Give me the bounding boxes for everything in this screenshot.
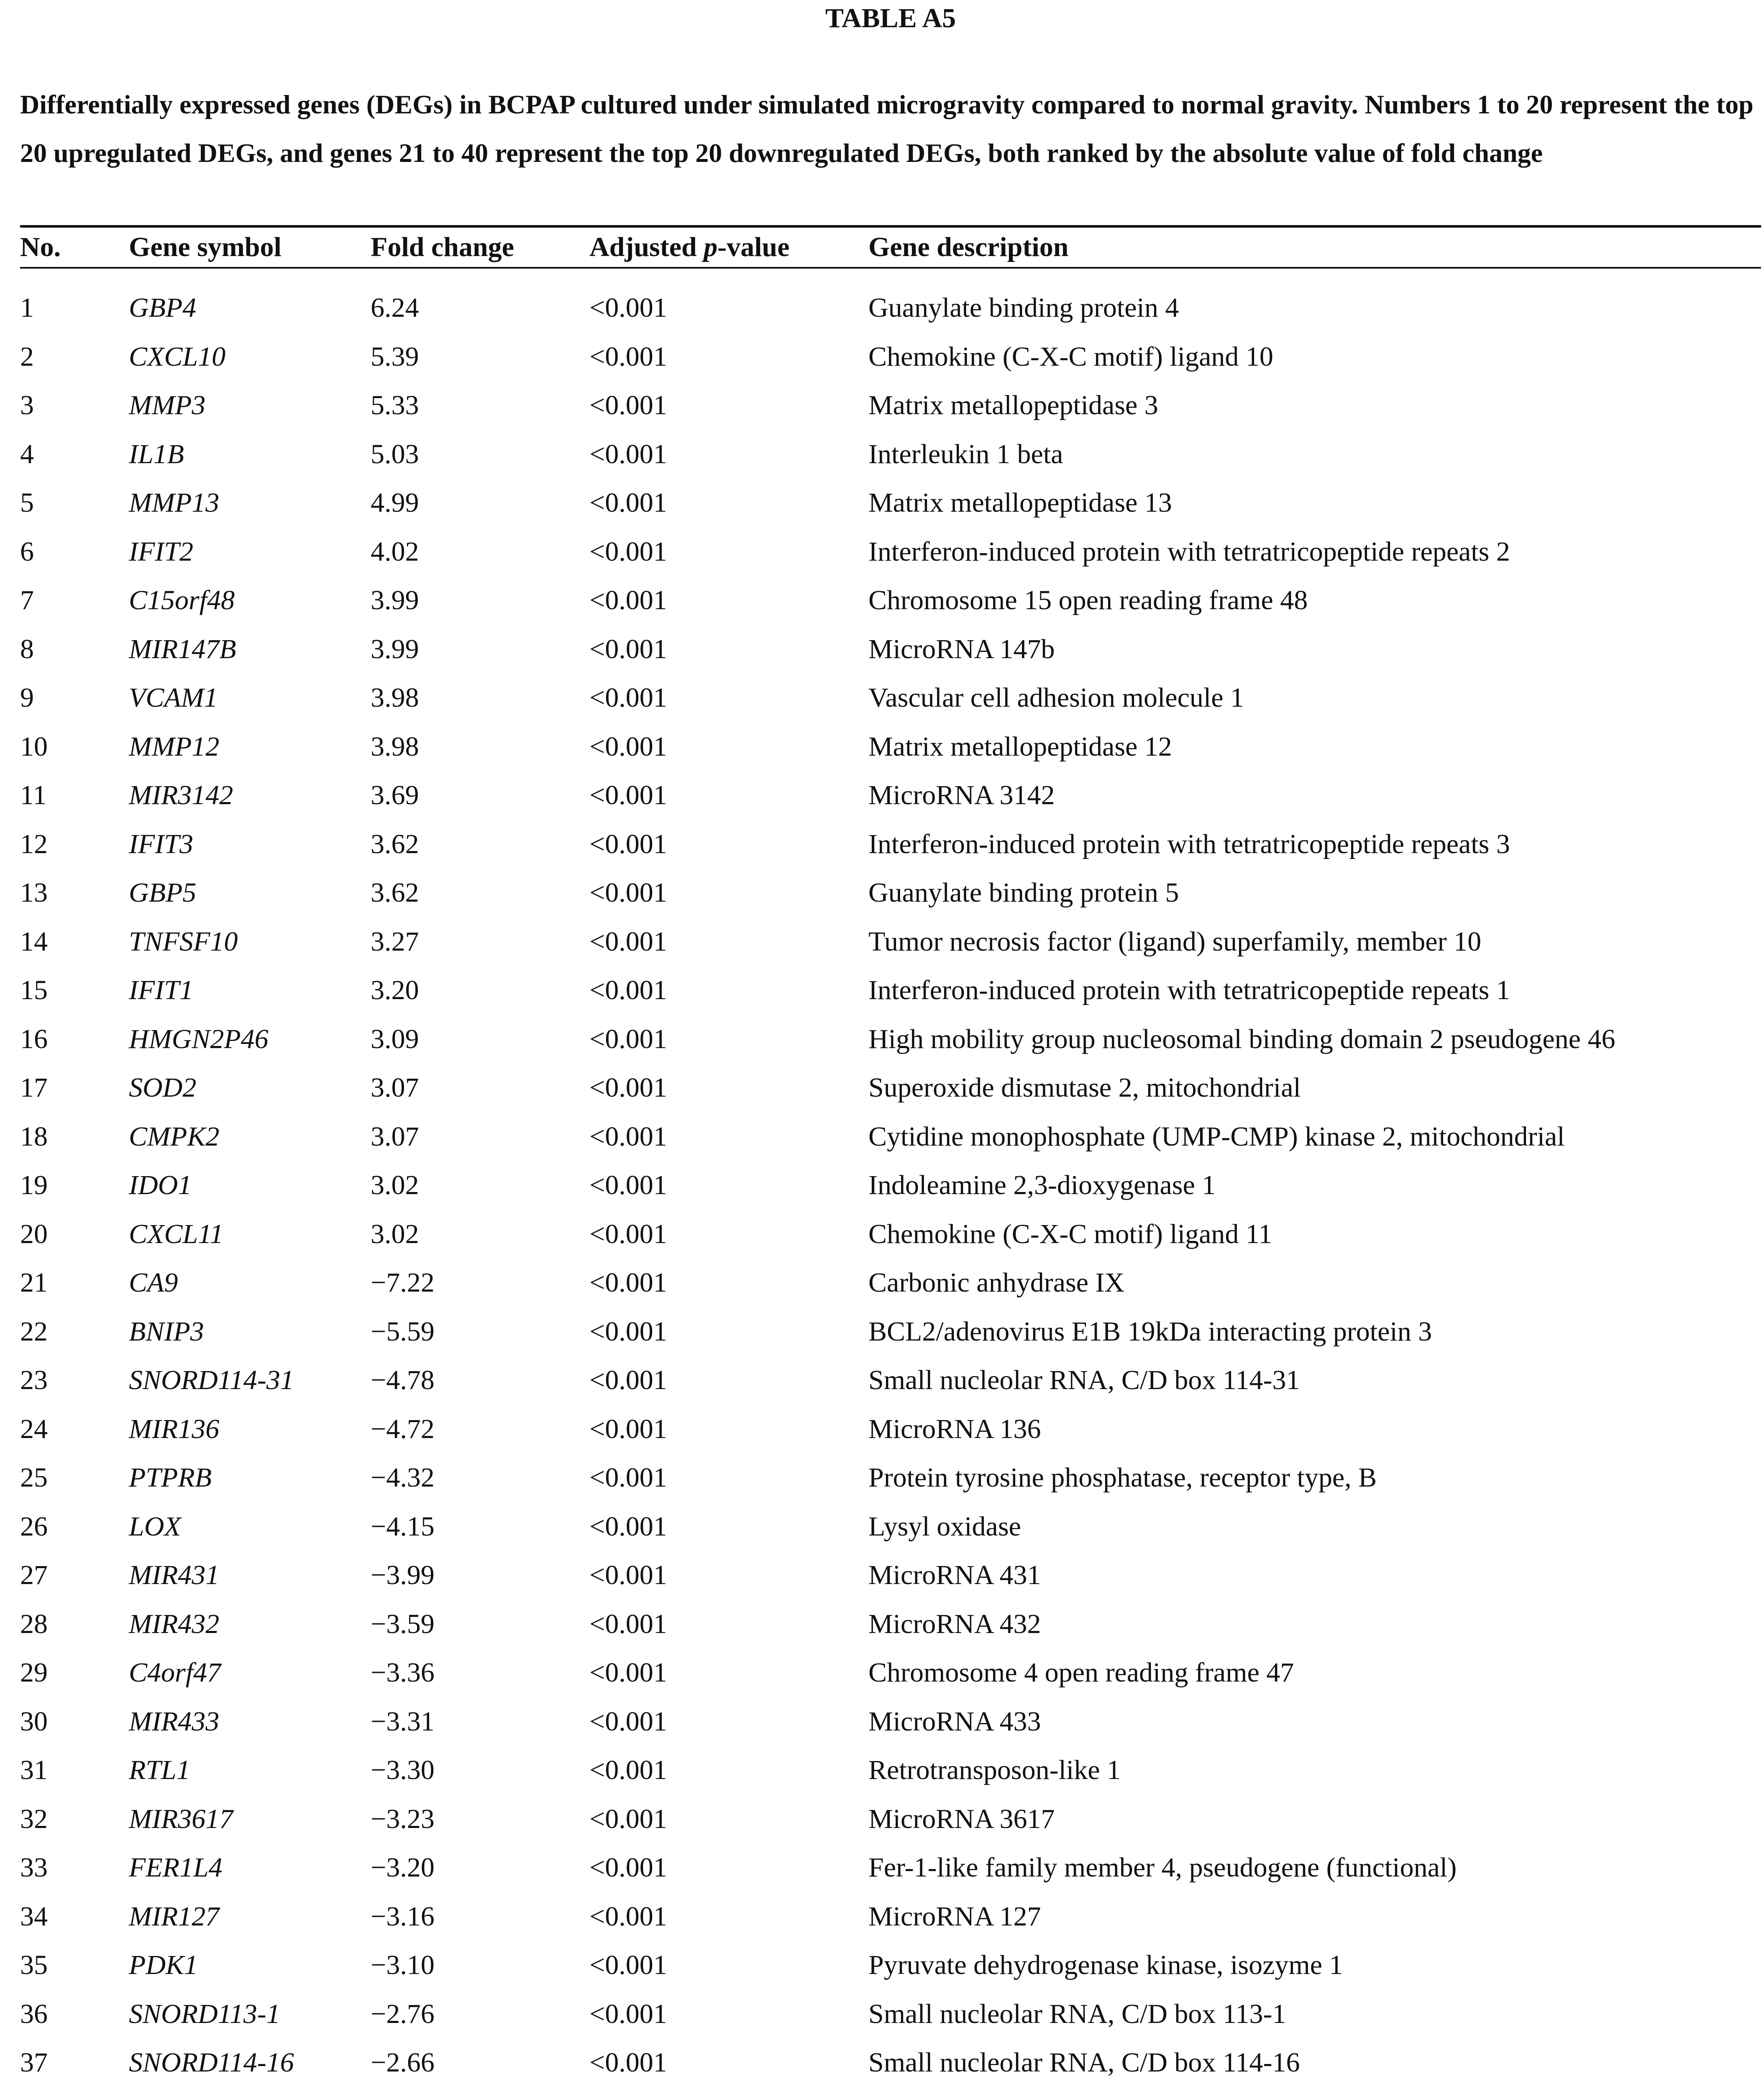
cell-gene-symbol: HMGN2P46: [129, 1023, 269, 1054]
table-row: [20, 1210, 1761, 1259]
cell-no: 17: [20, 1072, 48, 1103]
cell-no: 23: [20, 1365, 48, 1395]
cell-gene-description: Chromosome 4 open reading frame 47: [868, 1657, 1294, 1688]
cell-gene-symbol: CXCL10: [129, 341, 226, 372]
table-row: [20, 820, 1761, 869]
cell-gene-symbol: IL1B: [129, 438, 184, 469]
cell-fold-change: 3.62: [371, 828, 419, 859]
cell-fold-change: −3.59: [371, 1608, 435, 1639]
cell-gene-description: MicroRNA 147b: [868, 633, 1055, 664]
cell-gene-description: [868, 2087, 1761, 2092]
cell-adjusted-p-value: <0.001: [589, 1023, 667, 1054]
table-row: [20, 1648, 1761, 1697]
table-row: [20, 267, 1761, 333]
cell-no: 16: [20, 1023, 48, 1054]
cell-no: 19: [20, 1170, 48, 1200]
cell-adjusted-p-value: <0.001: [589, 1170, 667, 1200]
cell-gene-description: Interferon-induced protein with tetratricopeptide repeats 3: [868, 828, 1510, 859]
cell-adjusted-p-value: [589, 2087, 868, 2092]
cell-fold-change: 5.33: [371, 390, 419, 420]
deg-table: [20, 228, 1761, 2092]
cell-no: 37: [20, 2047, 48, 2078]
cell-gene-description: Superoxide dismutase 2, mitochondrial: [868, 1072, 1301, 1103]
cell-no: 28: [20, 1608, 48, 1639]
cell-no: 1: [20, 292, 34, 323]
cell-gene-description: MicroRNA 431: [868, 1560, 1041, 1590]
cell-fold-change: −4.15: [371, 1511, 435, 1542]
cell-fold-change: −4.78: [371, 1365, 435, 1395]
cell-no: 7: [20, 585, 34, 615]
cell-gene-description: Interferon-induced protein with tetratricopeptide repeats 1: [868, 975, 1510, 1005]
table-row: [20, 771, 1761, 820]
table-row: [20, 869, 1761, 918]
cell-fold-change: −4.72: [371, 1413, 435, 1444]
table-label: TABLE A5: [825, 3, 956, 33]
table-row: [20, 1015, 1761, 1064]
cell-gene-symbol: IFIT1: [129, 975, 193, 1005]
table-body: [20, 267, 1761, 2092]
cell-adjusted-p-value: <0.001: [589, 1706, 667, 1737]
cell-gene-symbol: FER1L4: [129, 1852, 223, 1883]
cell-gene-symbol: MIR431: [129, 1560, 220, 1590]
cell-fold-change: −3.16: [371, 1901, 435, 1932]
table-row: [20, 381, 1761, 430]
cell-no: 21: [20, 1267, 48, 1298]
table-row: [20, 479, 1761, 528]
table-row: [20, 1308, 1761, 1356]
table-row: [20, 2087, 1761, 2092]
cell-adjusted-p-value: <0.001: [589, 1365, 667, 1395]
cell-no: 13: [20, 877, 48, 908]
cell-adjusted-p-value: <0.001: [589, 585, 667, 615]
cell-gene-description: Carbonic anhydrase IX: [868, 1267, 1125, 1298]
cell-adjusted-p-value: <0.001: [589, 780, 667, 810]
cell-no: 9: [20, 682, 34, 713]
cell-gene-symbol: CMPK2: [129, 1121, 220, 1152]
column-header-gene-symbol: Gene symbol: [129, 232, 282, 262]
cell-adjusted-p-value: <0.001: [589, 1560, 667, 1590]
cell-fold-change: 3.99: [371, 585, 419, 615]
cell-no: 35: [20, 1950, 48, 1980]
cell-fold-change: 3.07: [371, 1121, 419, 1152]
document-page: [20, 0, 1761, 2092]
cell-gene-description: Protein tyrosine phosphatase, receptor type, B: [868, 1462, 1377, 1493]
cell-gene-description: MicroRNA 136: [868, 1413, 1041, 1444]
table-row: [20, 918, 1761, 967]
cell-adjusted-p-value: <0.001: [589, 1803, 667, 1834]
cell-adjusted-p-value: <0.001: [589, 2047, 667, 2078]
cell-adjusted-p-value: <0.001: [589, 1413, 667, 1444]
cell-gene-symbol: PDK1: [129, 1950, 198, 1980]
table-row: [20, 1161, 1761, 1210]
cell-no: 10: [20, 731, 48, 762]
cell-no: 36: [20, 1998, 48, 2029]
cell-no: 29: [20, 1657, 48, 1688]
cell-adjusted-p-value: <0.001: [589, 633, 667, 664]
table-row: [20, 966, 1761, 1015]
cell-adjusted-p-value: <0.001: [589, 1121, 667, 1152]
table-row: [20, 1990, 1761, 2039]
table-row: [20, 1941, 1761, 1990]
cell-gene-symbol: LOX: [129, 1511, 181, 1542]
cell-fold-change: [371, 2087, 589, 2092]
cell-adjusted-p-value: <0.001: [589, 1608, 667, 1639]
cell-fold-change: 4.02: [371, 536, 419, 567]
cell-gene-symbol: SNORD113-1: [129, 1998, 280, 2029]
table-row: [20, 1600, 1761, 1649]
cell-fold-change: 3.98: [371, 682, 419, 713]
table-row: [20, 1746, 1761, 1795]
cell-gene-symbol: MMP13: [129, 487, 220, 518]
cell-fold-change: 3.62: [371, 877, 419, 908]
column-header-fold-change: Fold change: [371, 232, 514, 262]
column-header-adjusted-p-value: [589, 228, 868, 267]
table-row: [20, 1405, 1761, 1454]
cell-gene-description: Guanylate binding protein 5: [868, 877, 1179, 908]
cell-adjusted-p-value: <0.001: [589, 1852, 667, 1883]
cell-gene-symbol: SOD2: [129, 1072, 197, 1103]
cell-fold-change: −2.76: [371, 1998, 435, 2029]
table-row: [20, 1356, 1761, 1405]
cell-gene-symbol: RTL1: [129, 1755, 190, 1785]
cell-gene-description: Lysyl oxidase: [868, 1511, 1021, 1542]
cell-gene-symbol: MIR127: [129, 1901, 220, 1932]
cell-adjusted-p-value: <0.001: [589, 1072, 667, 1103]
cell-no: 34: [20, 1901, 48, 1932]
cell-gene-symbol: VCAM1: [129, 682, 218, 713]
cell-gene-symbol: IDO1: [129, 1170, 192, 1200]
cell-adjusted-p-value: <0.001: [589, 1901, 667, 1932]
cell-fold-change: 3.27: [371, 926, 419, 957]
cell-adjusted-p-value: <0.001: [589, 1998, 667, 2029]
cell-no: 27: [20, 1560, 48, 1590]
cell-fold-change: 3.09: [371, 1023, 419, 1054]
cell-adjusted-p-value: <0.001: [589, 341, 667, 372]
cell-no: 11: [20, 780, 47, 810]
cell-adjusted-p-value: <0.001: [589, 1462, 667, 1493]
cell-gene-symbol: SNORD114-16: [129, 2047, 294, 2078]
cell-gene-symbol: IFIT2: [129, 536, 193, 567]
cell-gene-symbol: GBP5: [129, 877, 197, 908]
cell-fold-change: −3.30: [371, 1755, 435, 1785]
cell-no: 3: [20, 390, 34, 420]
table-row: [20, 430, 1761, 479]
cell-gene-symbol: MIR147B: [129, 633, 236, 664]
cell-fold-change: 6.24: [371, 292, 419, 323]
cell-no: 25: [20, 1462, 48, 1493]
cell-gene-description: MicroRNA 3142: [868, 780, 1055, 810]
cell-fold-change: −3.31: [371, 1706, 435, 1737]
cell-no: 24: [20, 1413, 48, 1444]
cell-fold-change: 4.99: [371, 487, 419, 518]
cell-adjusted-p-value: <0.001: [589, 828, 667, 859]
cell-gene-description: Pyruvate dehydrogenase kinase, isozyme 1: [868, 1950, 1343, 1980]
column-header-gene-description: Gene description: [868, 232, 1069, 262]
cell-fold-change: −4.32: [371, 1462, 435, 1493]
table-row: [20, 1697, 1761, 1746]
cell-fold-change: 3.98: [371, 731, 419, 762]
cell-fold-change: −3.99: [371, 1560, 435, 1590]
cell-gene-symbol: GBP4: [129, 292, 197, 323]
cell-fold-change: −3.36: [371, 1657, 435, 1688]
cell-gene-symbol: C4orf47: [129, 1657, 221, 1688]
cell-fold-change: −3.20: [371, 1852, 435, 1883]
cell-gene-description: Chromosome 15 open reading frame 48: [868, 585, 1308, 615]
cell-gene-symbol: CXCL11: [129, 1218, 224, 1249]
cell-fold-change: −3.10: [371, 1950, 435, 1980]
cell-no: [20, 2087, 129, 2092]
cell-no: 20: [20, 1218, 48, 1249]
table-row: [20, 1454, 1761, 1502]
table-row: [20, 723, 1761, 772]
cell-gene-description: Small nucleolar RNA, C/D box 113-1: [868, 1998, 1286, 2029]
cell-gene-description: Interferon-induced protein with tetratricopeptide repeats 2: [868, 536, 1510, 567]
cell-gene-symbol: CA9: [129, 1267, 178, 1298]
cell-gene-symbol: MMP12: [129, 731, 220, 762]
cell-gene-description: MicroRNA 3617: [868, 1803, 1055, 1834]
table-header: [20, 228, 1761, 267]
cell-gene-description: Fer-1-like family member 4, pseudogene (functional): [868, 1852, 1457, 1883]
cell-fold-change: −7.22: [371, 1267, 435, 1298]
cell-adjusted-p-value: <0.001: [589, 1316, 667, 1347]
cell-gene-description: Chemokine (C-X-C motif) ligand 11: [868, 1218, 1272, 1249]
cell-fold-change: 3.99: [371, 633, 419, 664]
cell-gene-symbol: PTPRB: [129, 1462, 212, 1493]
cell-no: 26: [20, 1511, 48, 1542]
cell-gene-symbol: C15orf48: [129, 585, 235, 615]
cell-fold-change: 3.02: [371, 1218, 419, 1249]
cell-fold-change: −5.59: [371, 1316, 435, 1347]
cell-gene-description: Small nucleolar RNA, C/D box 114-16: [868, 2047, 1300, 2078]
cell-gene-description: BCL2/adenovirus E1B 19kDa interacting protein 3: [868, 1316, 1432, 1347]
cell-no: 33: [20, 1852, 48, 1883]
cell-gene-description: Tumor necrosis factor (ligand) superfamily, member 10: [868, 926, 1482, 957]
cell-adjusted-p-value: <0.001: [589, 682, 667, 713]
cell-no: 6: [20, 536, 34, 567]
cell-gene-description: Matrix metallopeptidase 12: [868, 731, 1172, 762]
table-row: [20, 576, 1761, 625]
cell-no: 31: [20, 1755, 48, 1785]
cell-no: 15: [20, 975, 48, 1005]
cell-adjusted-p-value: <0.001: [589, 731, 667, 762]
table-row: [20, 674, 1761, 723]
cell-adjusted-p-value: <0.001: [589, 1511, 667, 1542]
cell-no: 32: [20, 1803, 48, 1834]
cell-gene-symbol: MIR3617: [129, 1803, 233, 1834]
table-row: [20, 625, 1761, 674]
cell-gene-symbol: MIR432: [129, 1608, 220, 1639]
cell-gene-description: Indoleamine 2,3-dioxygenase 1: [868, 1170, 1216, 1200]
cell-gene-description: Matrix metallopeptidase 13: [868, 487, 1172, 518]
cell-gene-description: Retrotransposon-like 1: [868, 1755, 1121, 1785]
cell-adjusted-p-value: <0.001: [589, 390, 667, 420]
cell-adjusted-p-value: <0.001: [589, 292, 667, 323]
cell-gene-description: Guanylate binding protein 4: [868, 292, 1179, 323]
column-header-padj-prefix: Adjusted: [589, 232, 704, 262]
table-row: [20, 1795, 1761, 1844]
table-caption: Differentially expressed genes (DEGs) in BCPAP cultured under simulated microgravity compared to normal gravity. Numbers 1 to 20 represent the top 20 upregulated DEGs, and genes 21 to 40 represent the top 20 downregulated DEGs, both ranked by the absolute value of fold change: [20, 90, 1754, 168]
cell-adjusted-p-value: <0.001: [589, 1657, 667, 1688]
cell-gene-symbol: [129, 2087, 371, 2092]
cell-gene-description: Matrix metallopeptidase 3: [868, 390, 1158, 420]
cell-fold-change: 3.20: [371, 975, 419, 1005]
cell-fold-change: 3.02: [371, 1170, 419, 1200]
table-row: [20, 1843, 1761, 1892]
cell-adjusted-p-value: <0.001: [589, 438, 667, 469]
cell-gene-description: MicroRNA 432: [868, 1608, 1041, 1639]
cell-adjusted-p-value: <0.001: [589, 536, 667, 567]
cell-gene-symbol: MIR3142: [129, 780, 233, 810]
cell-fold-change: −2.66: [371, 2047, 435, 2078]
cell-gene-symbol: MIR136: [129, 1413, 220, 1444]
table-row: [20, 333, 1761, 382]
header-row: [20, 228, 1761, 267]
cell-gene-description: Vascular cell adhesion molecule 1: [868, 682, 1244, 713]
cell-adjusted-p-value: <0.001: [589, 1755, 667, 1785]
cell-gene-description: Interleukin 1 beta: [868, 438, 1063, 469]
column-header-padj-p: p: [704, 232, 718, 262]
cell-adjusted-p-value: <0.001: [589, 1267, 667, 1298]
cell-gene-symbol: SNORD114-31: [129, 1365, 294, 1395]
cell-adjusted-p-value: <0.001: [589, 1950, 667, 1980]
cell-gene-symbol: BNIP3: [129, 1316, 204, 1347]
cell-fold-change: 5.39: [371, 341, 419, 372]
cell-no: 22: [20, 1316, 48, 1347]
cell-no: 18: [20, 1121, 48, 1152]
table-row: [20, 528, 1761, 577]
cell-gene-description: Small nucleolar RNA, C/D box 114-31: [868, 1365, 1300, 1395]
cell-gene-symbol: MIR433: [129, 1706, 220, 1737]
cell-no: 8: [20, 633, 34, 664]
cell-gene-description: Cytidine monophosphate (UMP-CMP) kinase 2, mitochondrial: [868, 1121, 1565, 1152]
cell-fold-change: 5.03: [371, 438, 419, 469]
table-row: [20, 1113, 1761, 1161]
cell-no: 4: [20, 438, 34, 469]
cell-gene-description: MicroRNA 127: [868, 1901, 1041, 1932]
cell-adjusted-p-value: <0.001: [589, 487, 667, 518]
cell-gene-symbol: MMP3: [129, 390, 206, 420]
cell-fold-change: 3.07: [371, 1072, 419, 1103]
cell-no: 2: [20, 341, 34, 372]
table-row: [20, 1892, 1761, 1941]
cell-gene-symbol: TNFSF10: [129, 926, 238, 957]
column-header-padj-suffix: -value: [717, 232, 790, 262]
table-row: [20, 1551, 1761, 1600]
cell-adjusted-p-value: <0.001: [589, 1218, 667, 1249]
table-row: [20, 2038, 1761, 2087]
cell-no: 12: [20, 828, 48, 859]
cell-gene-description: Chemokine (C-X-C motif) ligand 10: [868, 341, 1273, 372]
table-row: [20, 1259, 1761, 1308]
table-row: [20, 1064, 1761, 1113]
cell-gene-symbol: IFIT3: [129, 828, 193, 859]
cell-adjusted-p-value: <0.001: [589, 877, 667, 908]
cell-no: 5: [20, 487, 34, 518]
cell-fold-change: −3.23: [371, 1803, 435, 1834]
table-row: [20, 1502, 1761, 1551]
cell-gene-description: High mobility group nucleosomal binding domain 2 pseudogene 46: [868, 1023, 1616, 1054]
cell-adjusted-p-value: <0.001: [589, 926, 667, 957]
cell-fold-change: 3.69: [371, 780, 419, 810]
cell-no: 14: [20, 926, 48, 957]
cell-gene-description: MicroRNA 433: [868, 1706, 1041, 1737]
column-header-no: No.: [20, 232, 61, 262]
cell-no: 30: [20, 1706, 48, 1737]
cell-adjusted-p-value: <0.001: [589, 975, 667, 1005]
